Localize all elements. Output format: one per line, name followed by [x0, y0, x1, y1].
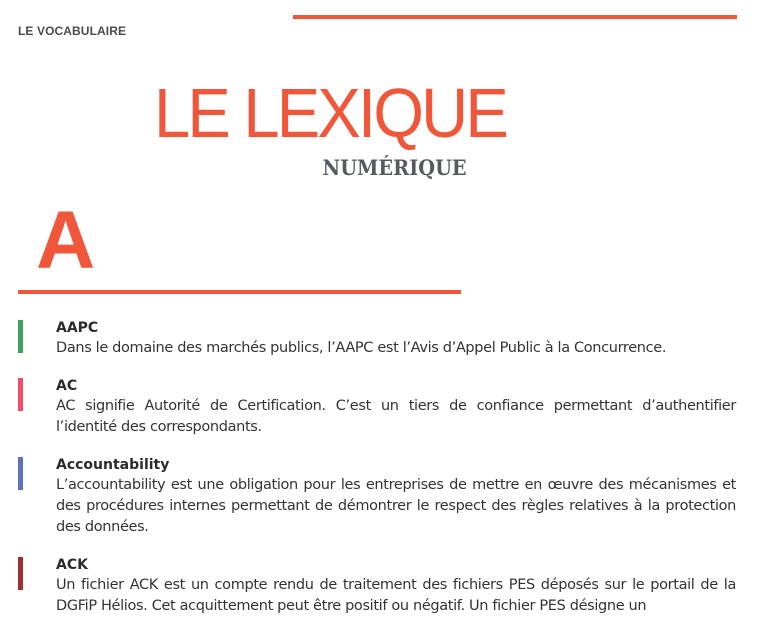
entry-definition: AC signifie Autorité de Certification. C’est un tiers de confiance permettant d’authentifier l’identité des correspondants.: [56, 398, 736, 435]
entry-term: ACK: [56, 557, 88, 573]
top-accent-rule: [293, 15, 737, 19]
entry-definition: Un fichier ACK est un compte rendu de traitement des fichiers PES déposés sur le portail de la DGFiP Hélios. Cet acquittement peut être positif ou négatif. Un fichier PES désigne un: [56, 577, 736, 614]
glossary-entry: [0, 455, 736, 538]
glossary-list: [0, 318, 771, 634]
glossary-entry: [0, 376, 736, 438]
letter-heading: A: [36, 195, 96, 286]
entry-definition: Dans le domaine des marchés publics, l’AAPC est l’Avis d’Appel Public à la Concurrence.: [56, 340, 667, 356]
entry-term: AC: [56, 378, 78, 394]
entry-color-bar: [18, 557, 23, 590]
page-subtitle: NUMÉRIQUE: [322, 155, 467, 180]
section-label: LE VOCABULAIRE: [18, 24, 127, 38]
letter-divider: [18, 290, 461, 294]
entry-term: AAPC: [56, 320, 99, 336]
entry-color-bar: [18, 457, 23, 490]
entry-term: Accountability: [56, 457, 170, 473]
entry-color-bar: [18, 378, 23, 411]
entry-definition: L’accountability est une obligation pour les entreprises de mettre en œuvre des mécanismes et des procédures internes permettant de démontrer le respect des règles relatives à la protection des données.: [56, 477, 736, 535]
entry-color-bar: [18, 320, 23, 353]
glossary-entry: [0, 555, 736, 617]
page-title: LE LEXIQUE: [154, 74, 507, 152]
glossary-entry: [0, 318, 736, 359]
